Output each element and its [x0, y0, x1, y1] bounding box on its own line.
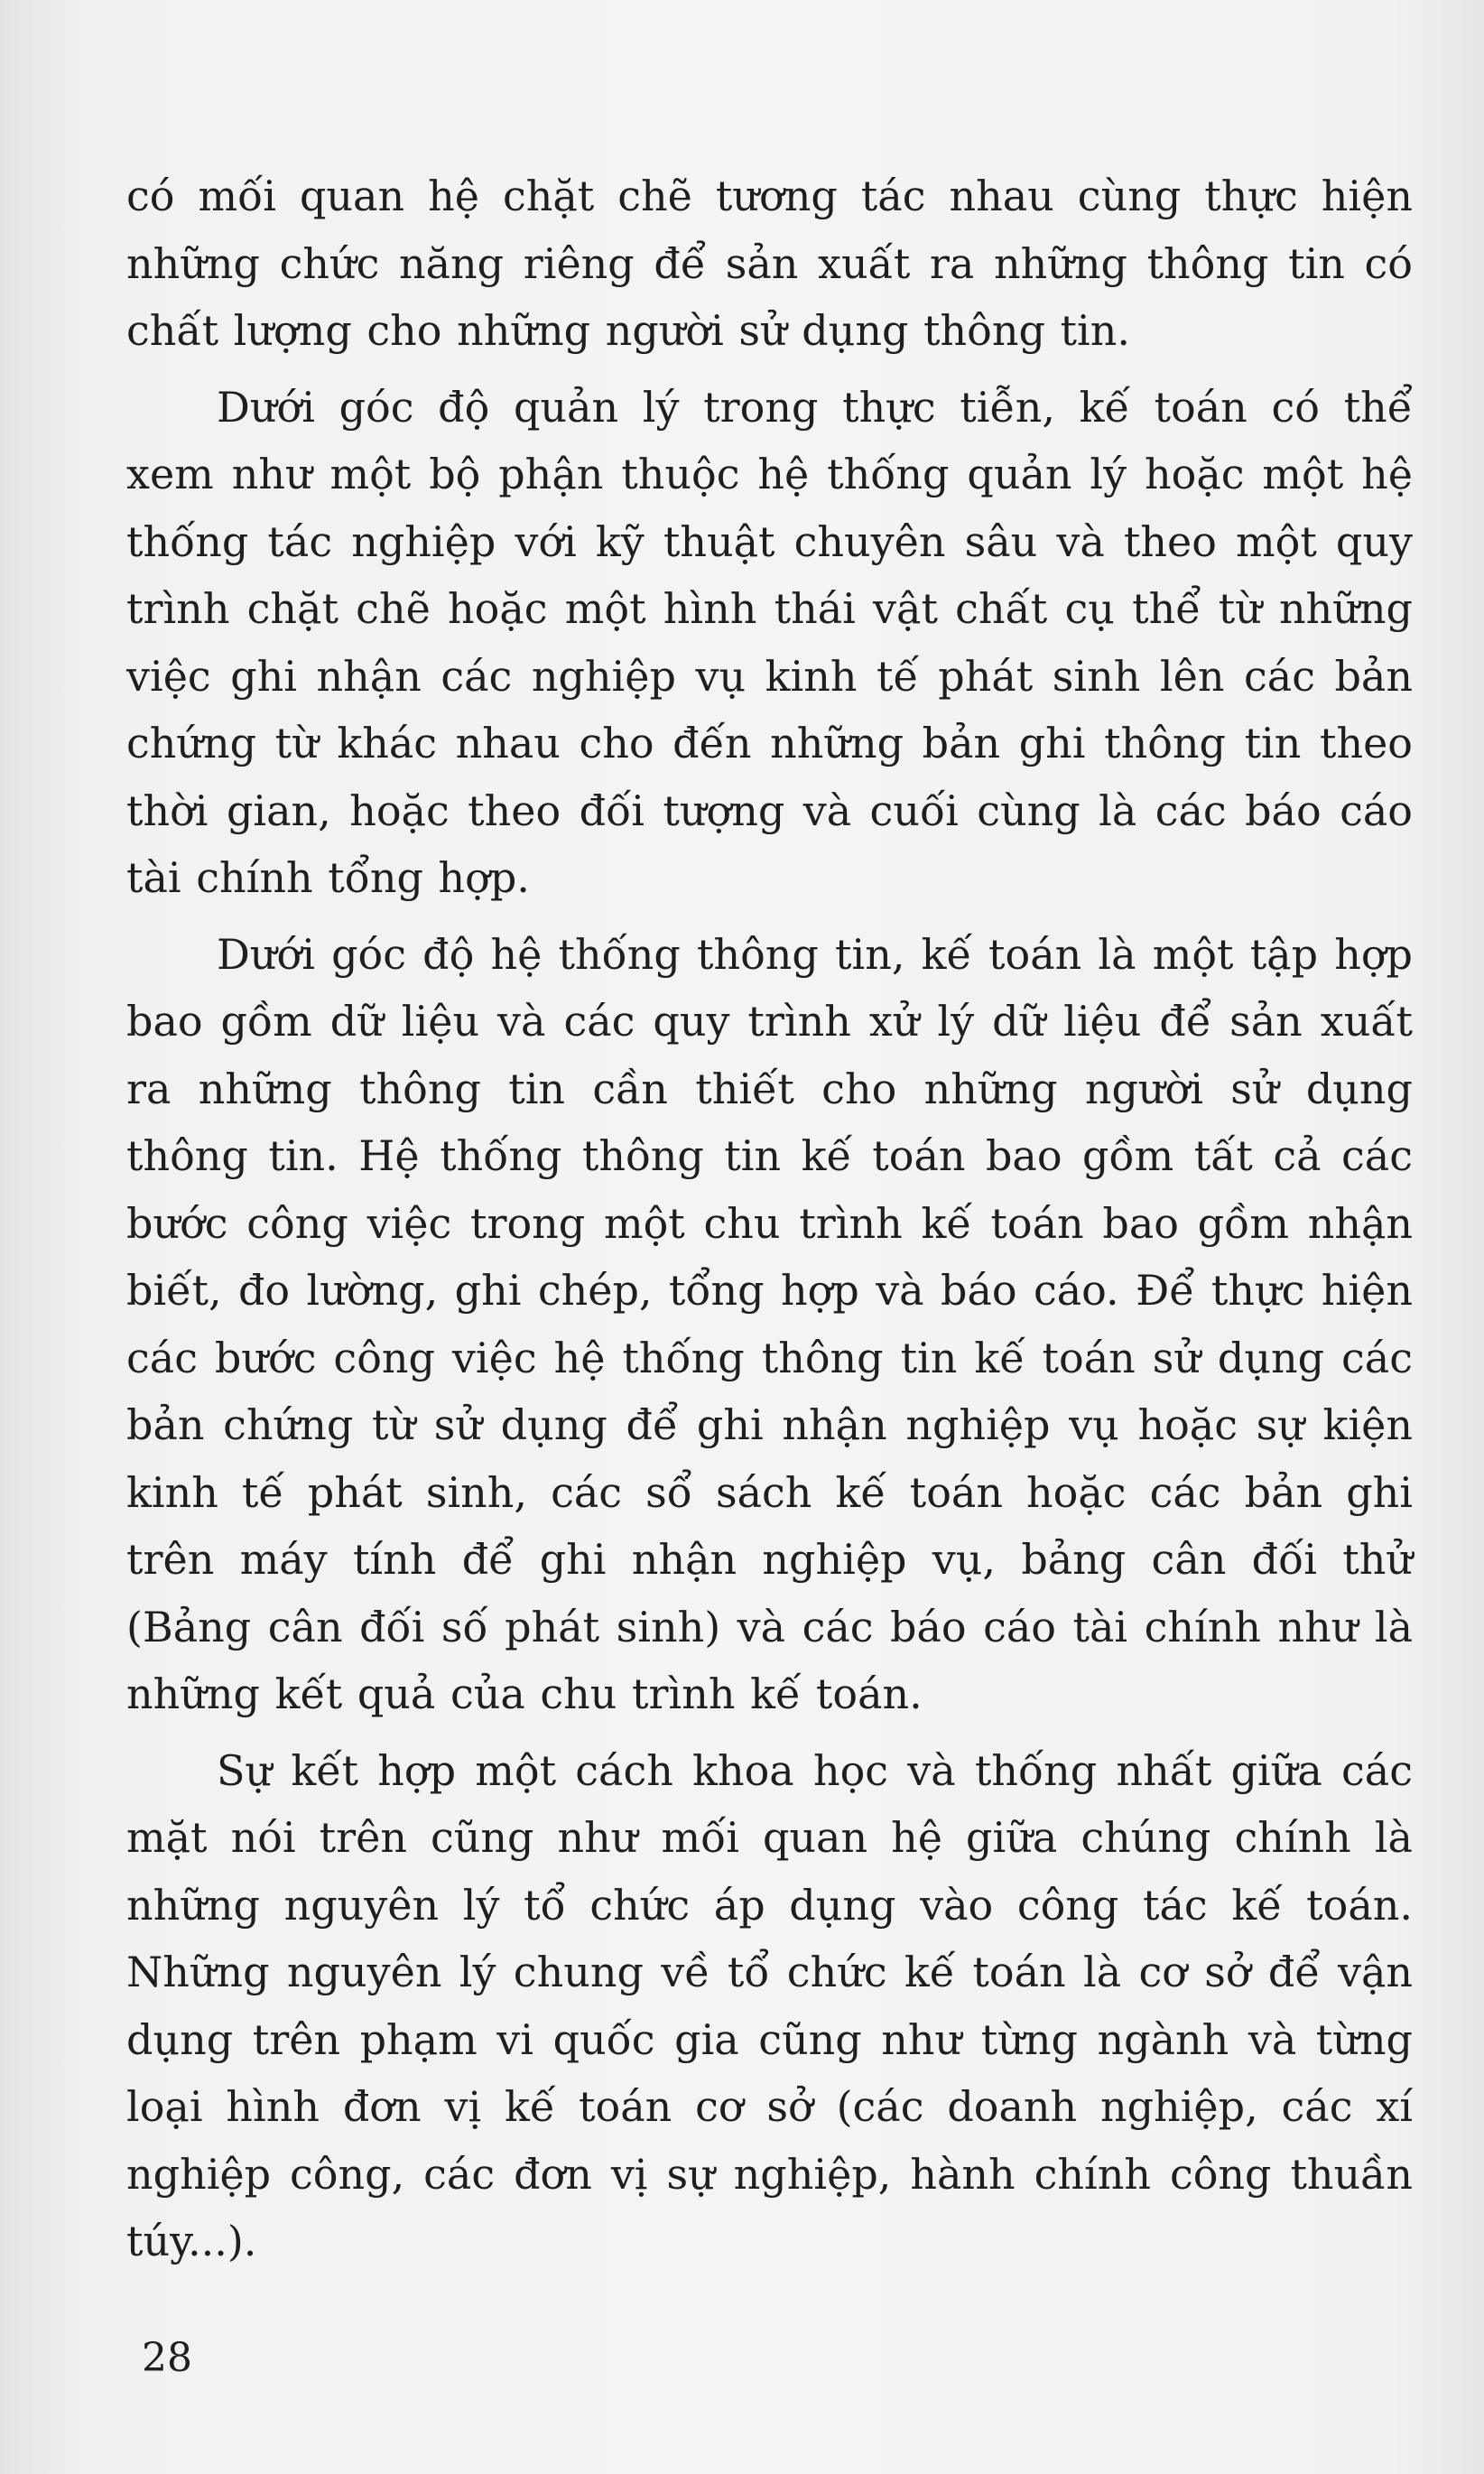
- paragraph-organization-principles: Sự kết hợp một cách khoa học và thống nhất giữa các mặt nói trên cũng như mối quan hệ giữa chúng chính là những nguyên lý tổ chức áp dụng vào công tác kế toán. Những nguyên lý chung về tổ chức kế toán là cơ sở để vận dụng trên phạm vi quốc gia cũng như từng ngành và từng loại hình đơn vị kế toán cơ sở (các doanh nghiệp, các xí nghiệp công, các đơn vị sự nghiệp, hành chính công thuần túy...).: [126, 1745, 1413, 2265]
- body-text: [126, 163, 1413, 2275]
- paragraph-management-view: Dưới góc độ quản lý trong thực tiễn, kế toán có thể xem như một bộ phận thuộc hệ thống quản lý hoặc một hệ thống tác nghiệp với kỹ thuật chuyên sâu và theo một quy trình chặt chẽ hoặc một hình thái vật chất cụ thể từ những việc ghi nhận các nghiệp vụ kinh tế phát sinh lên các bản chứng từ khác nhau cho đến những bản ghi thông tin theo thời gian, hoặc theo đối tượng và cuối cùng là các báo cáo tài chính tổng hợp.: [126, 382, 1413, 902]
- page-number: 28: [142, 2335, 192, 2381]
- paragraph-information-system-view: Dưới góc độ hệ thống thông tin, kế toán là một tập hợp bao gồm dữ liệu và các quy trình xử lý dữ liệu để sản xuất ra những thông tin cần thiết cho những người sử dụng thông tin. Hệ thống thông tin kế toán bao gồm tất cả các bước công việc trong một chu trình kế toán bao gồm nhận biết, đo lường, ghi chép, tổng hợp và báo cáo. Để thực hiện các bước công việc hệ thống thông tin kế toán sử dụng các bản chứng từ sử dụng để ghi nhận nghiệp vụ hoặc sự kiện kinh tế phát sinh, các sổ sách kế toán hoặc các bản ghi trên máy tính để ghi nhận nghiệp vụ, bảng cân đối thử (Bảng cân đối số phát sinh) và các báo cáo tài chính như là những kết quả của chu trình kế toán.: [126, 929, 1413, 1718]
- paragraph-continuation: có mối quan hệ chặt chẽ tương tác nhau cùng thực hiện những chức năng riêng để sản xuất ra những thông tin có chất lượng cho những người sử dụng thông tin.: [126, 172, 1413, 355]
